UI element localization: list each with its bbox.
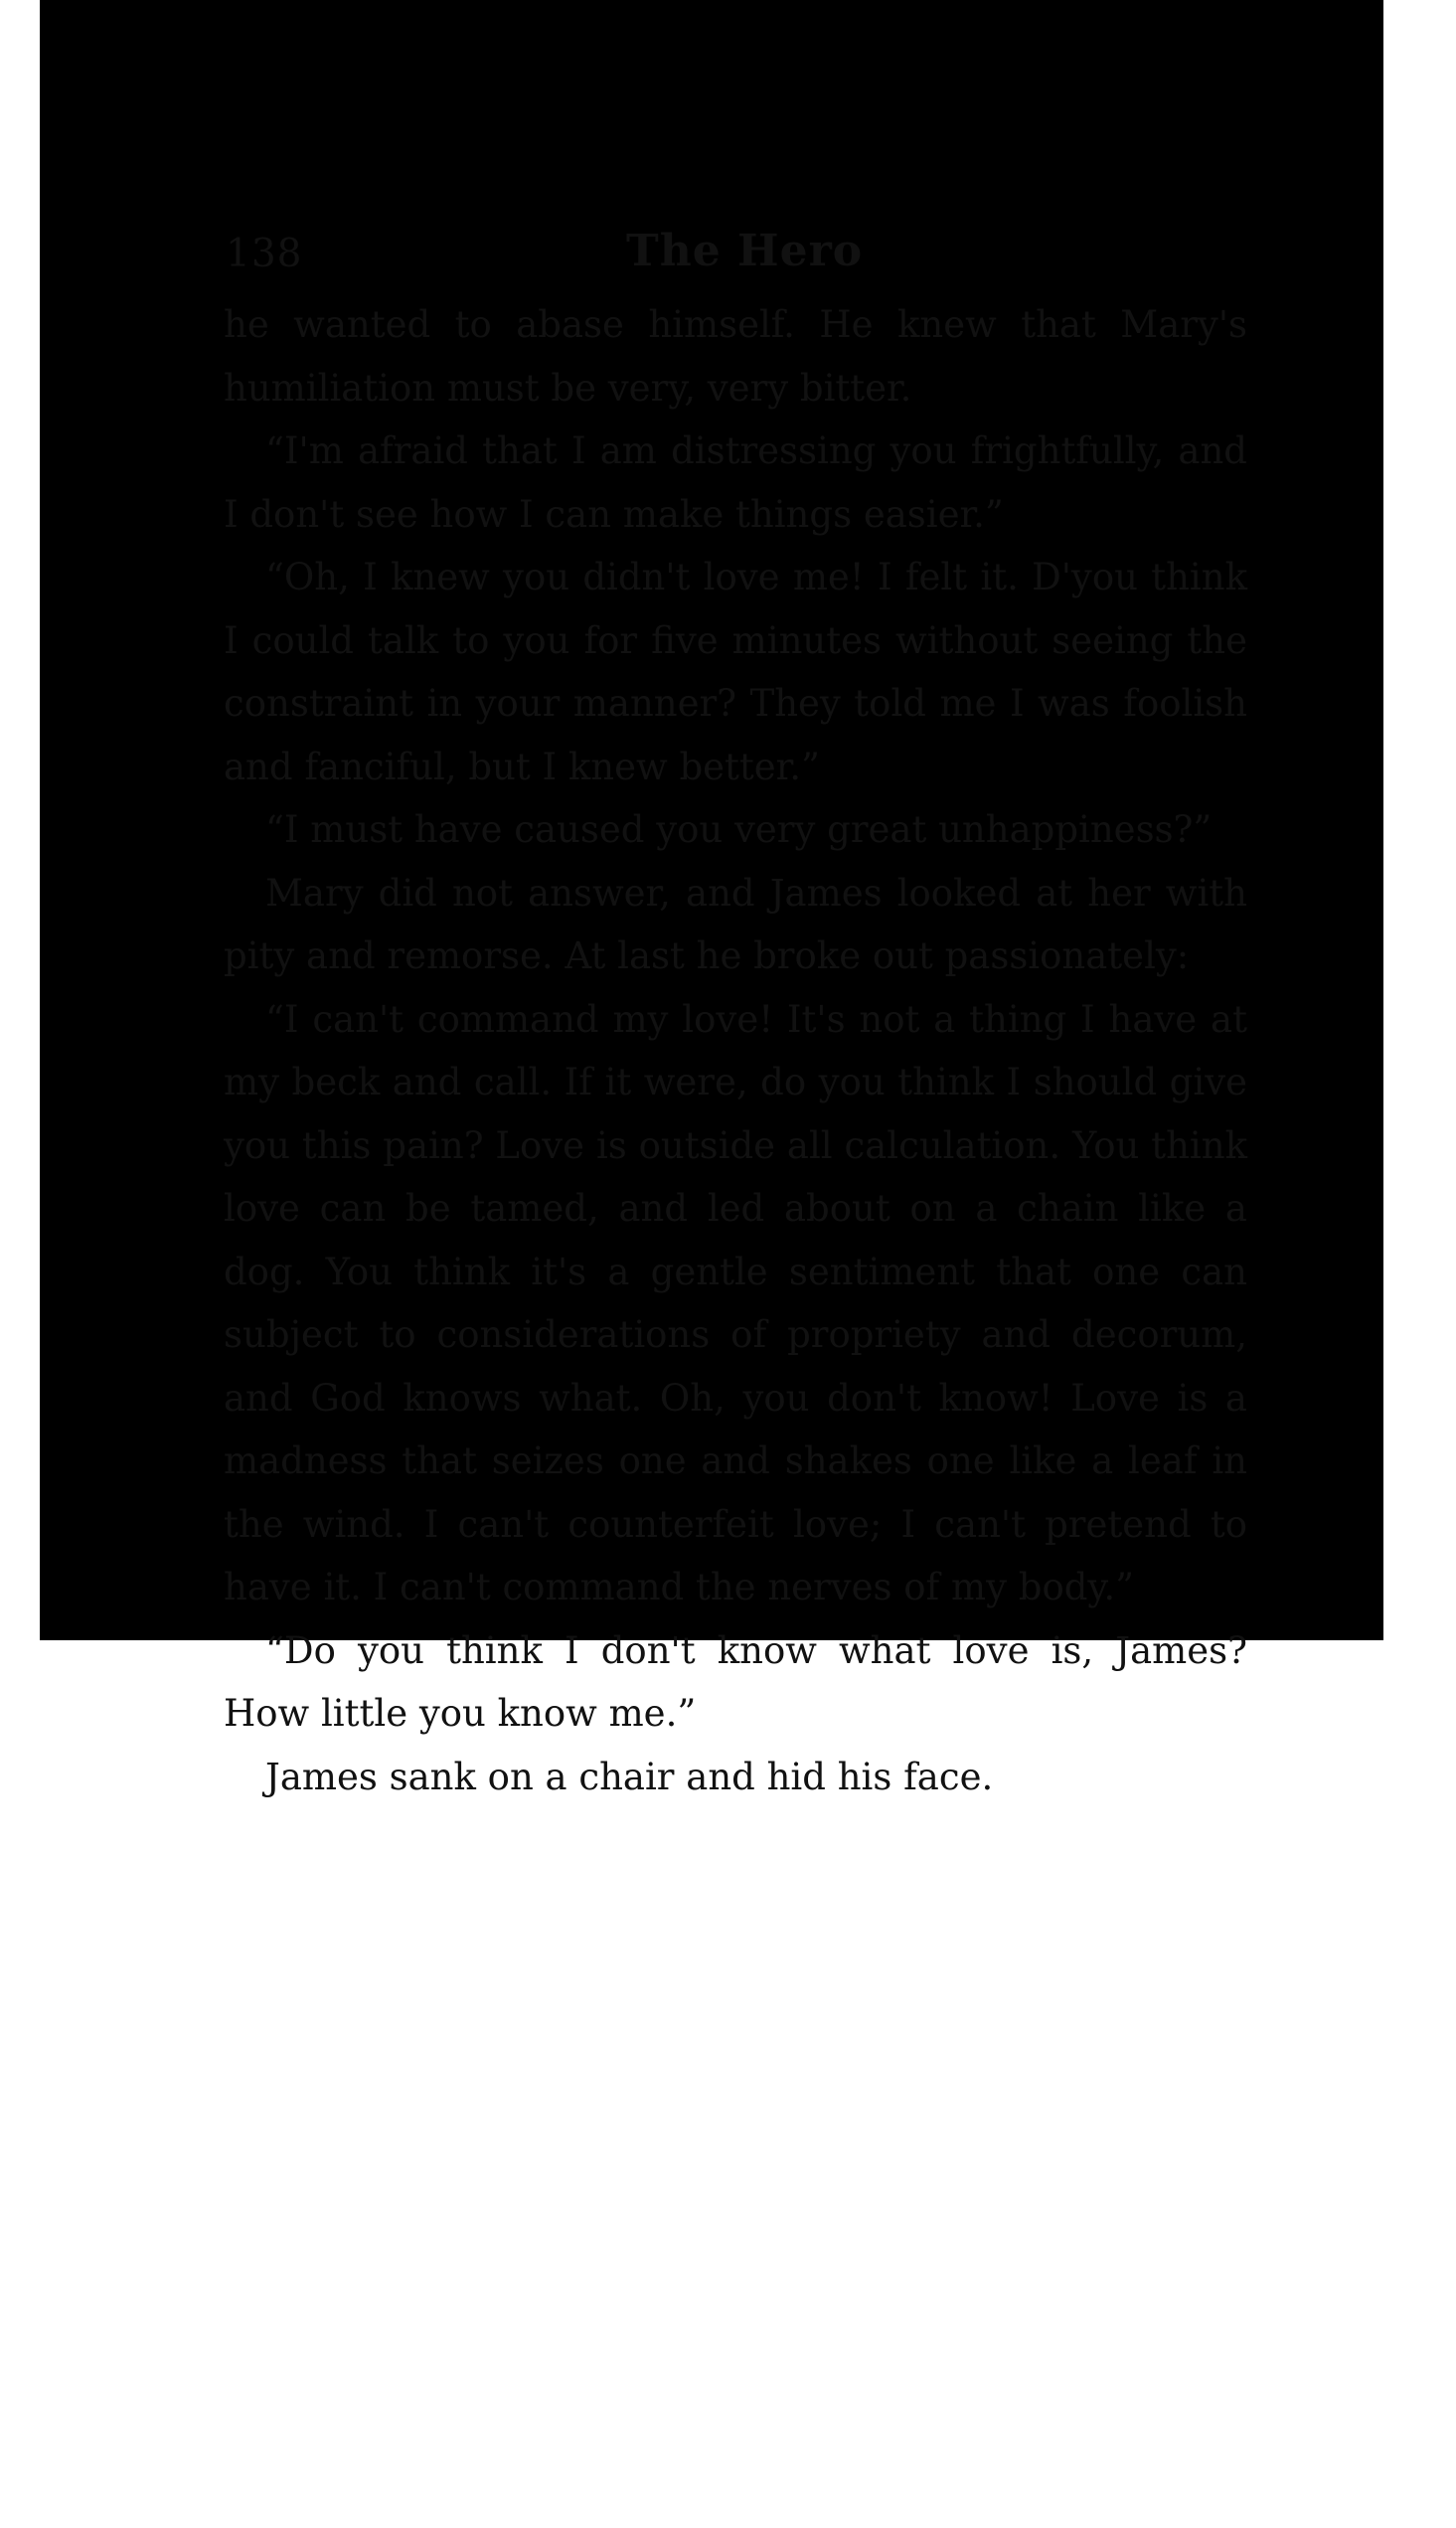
paragraph: “Do you think I don't know what love is, James? How little you know me.” [224, 1628, 1247, 1735]
paragraph: “I must have caused you very great unhappiness?” [265, 808, 1213, 851]
paragraph: he wanted to abase himself. He knew that Mary's humiliation must be very, very bitter. [224, 303, 1247, 410]
running-head [224, 224, 1247, 293]
paragraph: James sank on a chair and hid his face. [265, 1755, 994, 1798]
body-text [224, 293, 1247, 1808]
paragraph: “Oh, I knew you didn't love me! I felt it. D'you think I could talk to you for five minutes without seeing the constraint in your manner? They told me I was foolish and fanciful, but I knew better.” [224, 556, 1247, 788]
paragraph: “I'm afraid that I am distressing you frightfully, and I don't see how I can make things easier.” [224, 429, 1247, 536]
page-number: 138 [226, 232, 303, 276]
running-title: The Hero [626, 226, 864, 276]
book-page [224, 224, 1247, 1808]
paragraph: Mary did not answer, and James looked at her with pity and remorse. At last he broke out passionately: [224, 871, 1247, 977]
paragraph: “I can't command my love! It's not a thing I have at my beck and call. If it were, do you think I should give you this pain? Love is outside all calculation. You think love can be tamed, and led about on a chain like a dog. You think it's a gentle sentiment that one can subject to considerations of propriety and decorum, and God knows what. Oh, you don't know! Love is a madness that seizes one and shakes one like a leaf in the wind. I can't counterfeit love; I can't pretend to have it. I can't command the nerves of my body.” [224, 997, 1247, 1608]
